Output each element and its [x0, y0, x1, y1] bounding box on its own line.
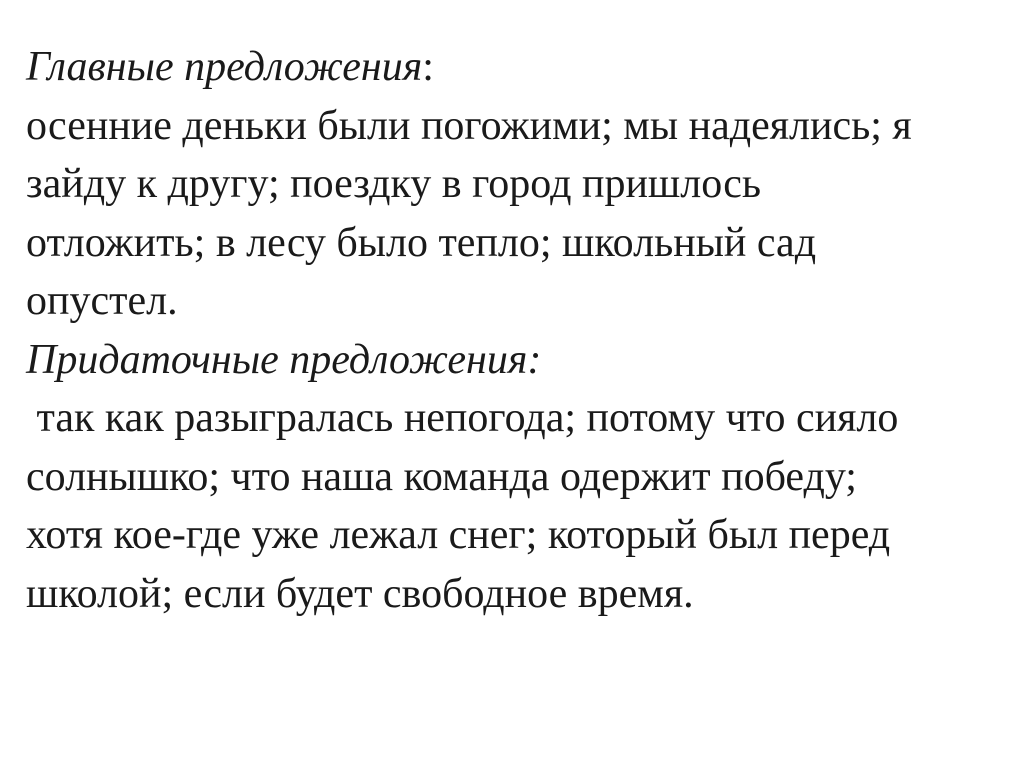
subordinate-clauses-line-3: хотя кое-где уже лежал снег; который был перед — [26, 512, 891, 558]
main-clauses-line-4: опустел. — [26, 278, 178, 324]
main-clauses-heading-colon: : — [422, 44, 434, 90]
subordinate-clauses-heading: Придаточные предложения: — [26, 336, 542, 383]
subordinate-clauses-line-1: так как разыгралась непогода; потому что сияло — [26, 395, 899, 441]
main-clauses-line-1: осенние деньки были погожими; мы надеялись; я — [26, 102, 912, 149]
subordinate-clauses-line-2: солнышко; что наша команда одержит победу; — [26, 453, 857, 500]
main-clauses-line-3: отложить; в лесу было тепло; школьный сад — [26, 219, 817, 266]
main-clauses-heading-line — [26, 38, 1001, 97]
subordinate-clauses-line-4: школой; если будет свободное время. — [26, 570, 694, 617]
main-clauses-line-2: зайду к другу; поездку в город пришлось — [26, 161, 762, 207]
main-clauses-heading: Главные предложения — [26, 44, 423, 90]
slide-text-block — [26, 38, 1001, 623]
